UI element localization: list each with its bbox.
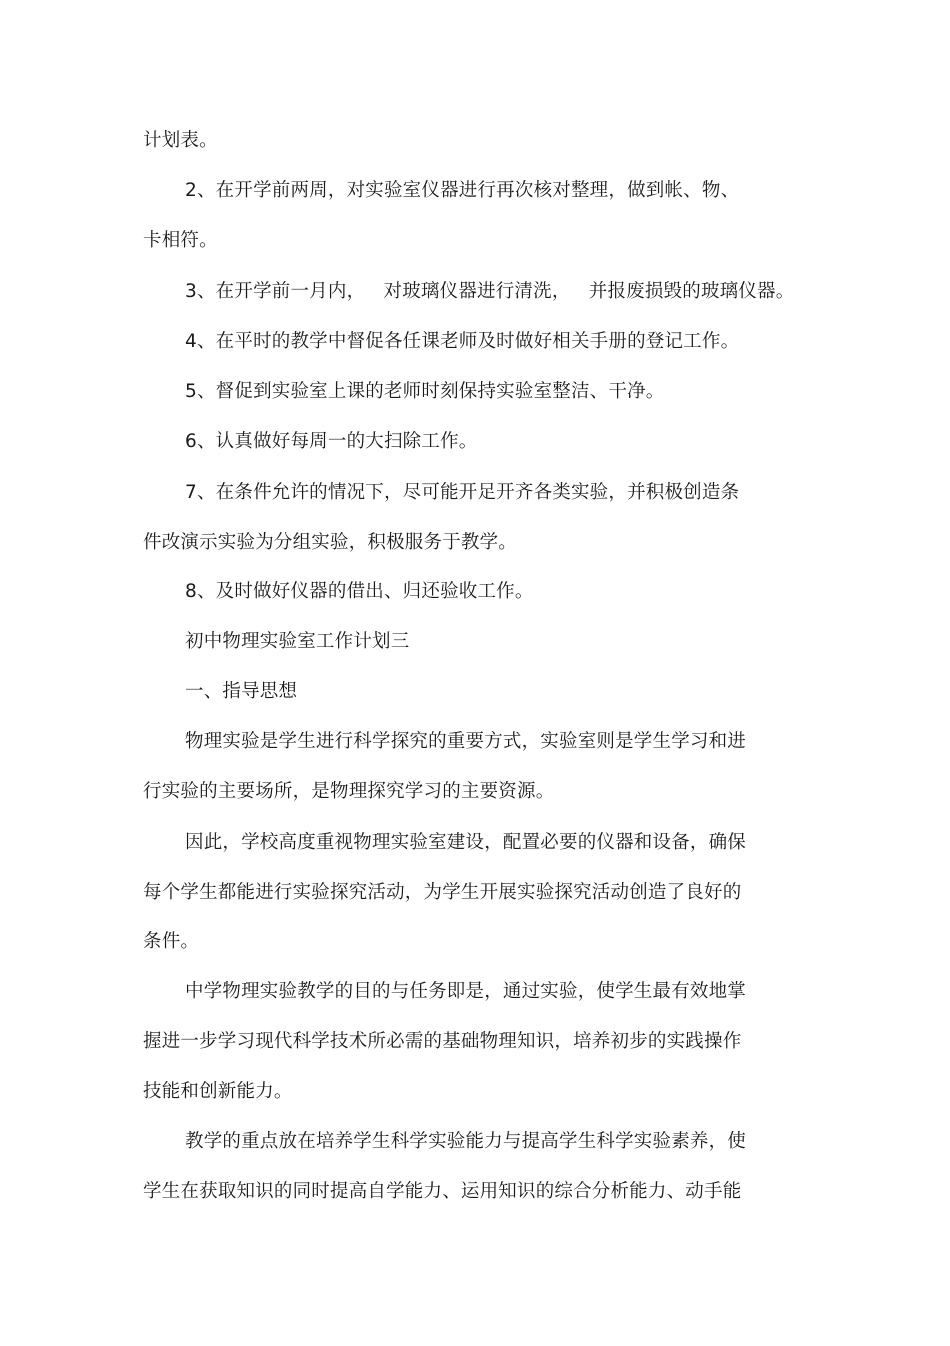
text-line: 技能和创新能力。 xyxy=(143,1081,293,1102)
text-line: 教学的重点放在培养学生科学实验能力与提高学生科学实验素养，使 xyxy=(185,1131,747,1152)
text-line: 6、认真做好每周一的大扫除工作。 xyxy=(185,431,478,452)
text-line: 学生在获取知识的同时提高自学能力、运用知识的综合分析能力、动手能 xyxy=(143,1181,742,1202)
text-line: 3、在开学前一月内， 对玻璃仪器进行清洗， 并报废损毁的玻璃仪器。 xyxy=(185,281,795,302)
text-line: 物理实验是学生进行科学探究的重要方式，实验室则是学生学习和进 xyxy=(185,731,747,752)
text-line: 中学物理实验教学的目的与任务即是，通过实验，使学生最有效地掌 xyxy=(185,981,747,1002)
section-heading: 初中物理实验室工作计划三 xyxy=(185,631,410,652)
text-line: 因此，学校高度重视物理实验室建设，配置必要的仪器和设备，确保 xyxy=(185,832,747,853)
text-line: 卡相符。 xyxy=(143,230,218,251)
text-line: 2、在开学前两周，对实验室仪器进行再次核对整理，做到帐、物、 xyxy=(185,180,740,201)
text-line: 每个学生都能进行实验探究活动，为学生开展实验探究活动创造了良好的 xyxy=(143,882,742,903)
text-line: 5、督促到实验室上课的老师时刻保持实验室整洁、干净。 xyxy=(185,381,665,402)
text-line: 8、及时做好仪器的借出、归还验收工作。 xyxy=(185,581,534,602)
text-line: 7、在条件允许的情况下，尽可能开足开齐各类实验，并积极创造条 xyxy=(185,482,740,503)
subsection-heading: 一、指导思想 xyxy=(185,681,298,702)
text-line: 行实验的主要场所，是物理探究学习的主要资源。 xyxy=(143,781,555,802)
text-line: 4、在平时的教学中督促各任课老师及时做好相关手册的登记工作。 xyxy=(185,331,740,352)
text-line: 计划表。 xyxy=(143,130,218,151)
text-line: 握进一步学习现代科学技术所必需的基础物理知识，培养初步的实践操作 xyxy=(143,1031,742,1052)
text-line: 件改演示实验为分组实验，积极服务于教学。 xyxy=(143,532,518,553)
text-line: 条件。 xyxy=(143,931,200,952)
